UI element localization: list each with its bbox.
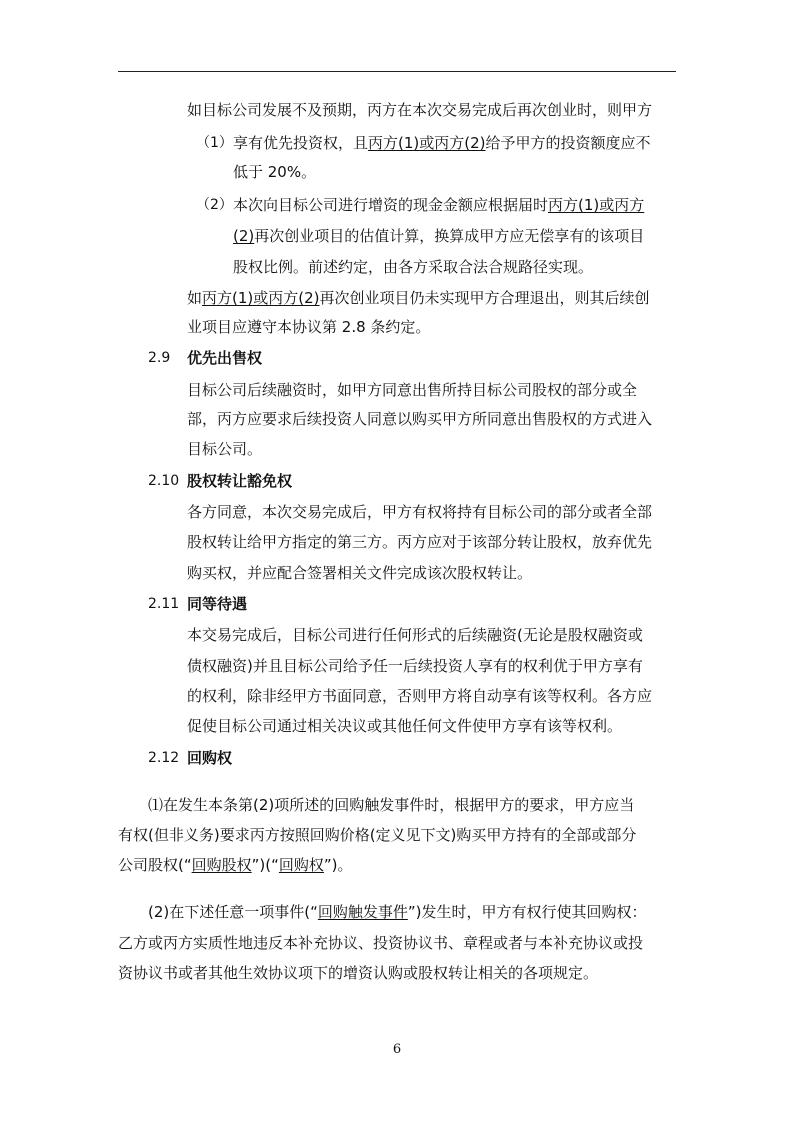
item2-line-2 xyxy=(233,226,644,246)
intro-after-text-b: 再次创业项目仍未实现甲方合理退出，则其后续创 xyxy=(319,289,650,307)
section-2-9-title: 优先出售权 xyxy=(187,349,263,367)
section-2-12-p2-line-2: 乙方或丙方实质性地违反本补充协议、投资协议书、章程或者与本补充协议或投 xyxy=(118,934,644,952)
section-2-10-line-1: 各方同意，本次交易完成后，甲方有权将持有目标公司的部分或者全部 xyxy=(187,503,653,521)
section-2-9-line-2: 部，丙方应要求后续投资人同意以购买甲方所同意出售股权的方式进入 xyxy=(187,410,653,428)
section-2-11-line-2: 债权融资)并且目标公司给予任一后续投资人享有的权利优于甲方享有 xyxy=(187,657,643,675)
item2-line-1 xyxy=(233,195,644,215)
intro-after-line-2: 业项目应遵守本协议第 2.8 条约定。 xyxy=(187,318,431,336)
item1-text-a: 享有优先投资权，且 xyxy=(233,134,369,152)
section-2-10-line-3: 购买权，并应配合签署相关文件完成该次股权转让。 xyxy=(187,564,533,582)
p1-line-3-text-c: ”)。 xyxy=(323,856,353,874)
p1-line-3-text-b: ”)(“ xyxy=(251,856,279,874)
item2-text-b: 再次创业项目的估值计算，换算成甲方应无偿享有的该项目 xyxy=(254,227,645,245)
defined-term-repurchase-equity: 回购股权 xyxy=(191,856,252,874)
intro-after-underlined-party: 丙方(1)或丙方(2) xyxy=(202,289,320,307)
section-2-11-title: 同等待遇 xyxy=(187,595,248,613)
item1-number: （1） xyxy=(196,135,233,151)
section-2-11-number: 2.11 xyxy=(148,596,180,612)
p1-line-3-text-a: 公司股权(“ xyxy=(118,856,192,874)
header-rule xyxy=(118,71,676,72)
section-2-12-p2-line-1 xyxy=(148,902,647,922)
item1-underlined-party: 丙方(1)或丙方(2) xyxy=(368,134,486,152)
item1-line-1 xyxy=(233,133,651,153)
section-2-12-p1-line-3 xyxy=(118,855,353,875)
intro-line-1 xyxy=(187,100,652,120)
section-2-10-title: 股权转让豁免权 xyxy=(187,472,293,490)
page-number: 6 xyxy=(392,1042,402,1057)
section-2-12-p1-line-2: 有权(但非义务)要求丙方按照回购价格(定义见下文)购买甲方持有的全部或部分 xyxy=(118,826,637,844)
item1-text-b: 给予甲方的投资额度应不 xyxy=(485,134,651,152)
intro-after-text-a: 如 xyxy=(187,289,203,307)
item2-underlined-party-cont: (2) xyxy=(233,227,255,245)
section-2-12-p2-line-3: 资协议书或者其他生效协议项下的增资认购或股权转让相关的各项规定。 xyxy=(118,964,599,982)
section-2-9-number: 2.9 xyxy=(148,350,171,366)
defined-term-trigger-event: 回购触发事件 xyxy=(317,903,408,921)
section-2-12-number: 2.12 xyxy=(148,750,180,766)
item2-underlined-party: 丙方(1)或丙方 xyxy=(548,196,645,214)
section-2-11-line-4: 促使目标公司通过相关决议或其他任何文件使甲方享有该等权利。 xyxy=(187,717,623,735)
item2-number: （2） xyxy=(196,197,233,213)
intro-after-line-1 xyxy=(187,288,650,308)
section-2-12-p1-line-1: ⑴在发生本条第(2)项所述的回购触发事件时，根据甲方的要求，甲方应当 xyxy=(148,796,635,814)
section-2-11-line-3: 的权利，除非经甲方书面同意，否则甲方将自动享有该等权利。各方应 xyxy=(187,687,653,705)
section-2-10-number: 2.10 xyxy=(148,473,180,489)
section-2-9-line-1: 目标公司后续融资时，如甲方同意出售所持目标公司股权的部分或全 xyxy=(187,381,638,399)
p2-line-1-text-a: (2)在下述任意一项事件(“ xyxy=(148,903,318,921)
defined-term-repurchase-right: 回购权 xyxy=(278,856,324,874)
section-2-12-title: 回购权 xyxy=(187,749,233,767)
section-2-11-line-1: 本交易完成后，目标公司进行任何形式的后续融资(无论是股权融资或 xyxy=(187,626,643,644)
intro-line-1-text: 如目标公司发展不及预期，丙方在本次交易完成后再次创业时，则甲方 xyxy=(187,101,653,119)
section-2-10-line-2: 股权转让给甲方指定的第三方。丙方应对于该部分转让股权，放弃优先 xyxy=(187,533,653,551)
section-2-9-line-3: 目标公司。 xyxy=(187,440,263,458)
item1-line-2: 低于 20%。 xyxy=(233,163,317,181)
item2-text-a: 本次向目标公司进行增资的现金金额应根据届时 xyxy=(233,196,549,214)
p2-line-1-text-b: ”)发生时，甲方有权行使其回购权： xyxy=(407,903,647,921)
item2-line-3: 股权比例。前述约定，由各方采取合法合规路径实现。 xyxy=(233,258,594,276)
